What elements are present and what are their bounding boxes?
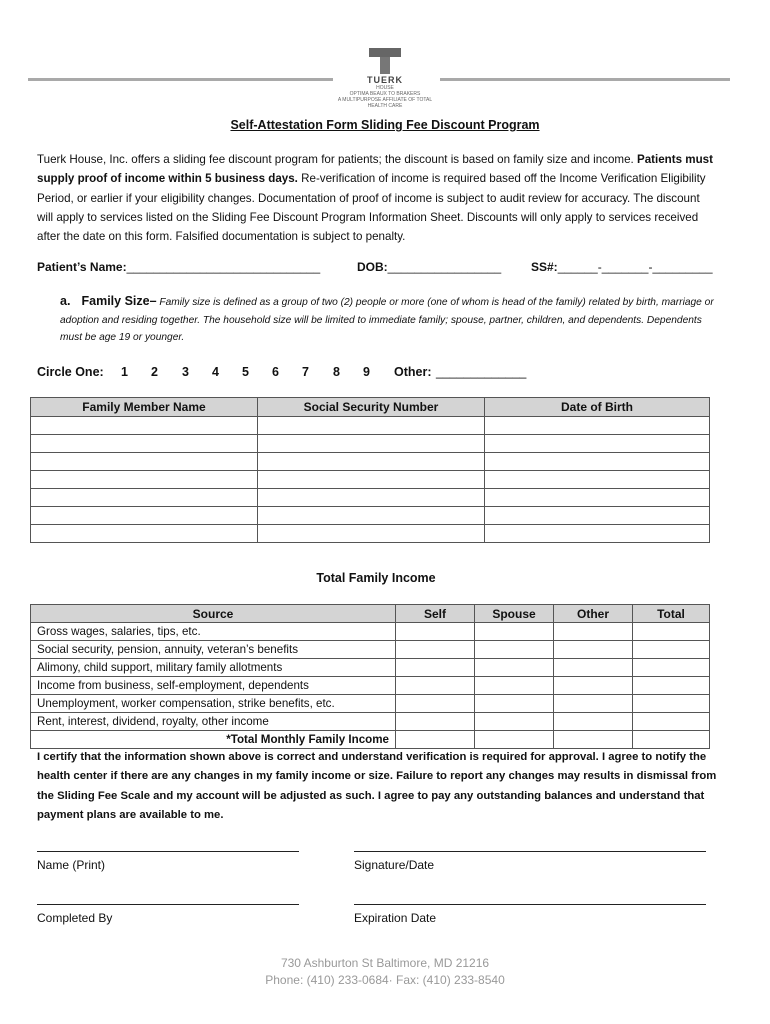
ssn-blank[interactable]: ______-_______-_________ [557,260,713,274]
income-source: Rent, interest, dividend, royalty, other income [31,713,396,731]
cell-input[interactable] [31,507,258,525]
footer-phone: Phone: (410) 233-0684· Fax: (410) 233-8540 [265,973,505,987]
table-row [31,525,710,543]
cell-input[interactable] [258,453,485,471]
cell-input[interactable] [485,453,710,471]
total-row [31,731,710,749]
table-row [31,641,710,659]
cell-input[interactable] [633,695,710,713]
size-option-7[interactable]: 7 [302,365,309,379]
table-row [31,471,710,489]
income-source: Social security, pension, annuity, veteran’s benefits [31,641,396,659]
circle-one-label: Circle One: [37,365,104,379]
col-ssn: Social Security Number [258,398,485,417]
signature-date-line[interactable] [354,851,706,852]
cell-input[interactable] [31,435,258,453]
logo-affiliate: A MULTIPURPOSE AFFILIATE OF TOTAL HEALTH CARE [337,97,433,109]
header-rule-right [440,78,730,81]
intro-bold: Patients must supply proof of income within 5 business days. [37,153,713,186]
cell-input[interactable] [633,677,710,695]
cell-input[interactable] [475,677,554,695]
signature-date-label: Signature/Date [354,858,435,872]
col-spouse: Spouse [475,605,554,623]
col-dob: Date of Birth [485,398,710,417]
col-source: Source [31,605,396,623]
table-row [31,623,710,641]
col-total: Total [633,605,710,623]
table-row [31,507,710,525]
table-row [31,695,710,713]
cell-input[interactable] [396,731,475,749]
cell-input[interactable] [396,713,475,731]
cell-input[interactable] [31,453,258,471]
cell-input[interactable] [554,677,633,695]
table-row [31,677,710,695]
cell-input[interactable] [554,659,633,677]
completed-by-line[interactable] [37,904,299,905]
col-family-member-name: Family Member Name [31,398,258,417]
income-source: Gross wages, salaries, tips, etc. [31,623,396,641]
cell-input[interactable] [396,641,475,659]
cell-input[interactable] [258,525,485,543]
cell-input[interactable] [485,507,710,525]
col-other: Other [554,605,633,623]
cell-input[interactable] [31,471,258,489]
table-row [31,417,710,435]
cell-input[interactable] [485,489,710,507]
certification-statement: I certify that the information shown above is correct and understand verification is required for approval. I agree to notify the health center if there are any changes in my family income or size. Failure to report any changes may results in dismissal from the Sliding Fee Scale and my account will be adjusted as such. I agree to pay any outstanding balances and understand that payment plans are available to me. [37,751,717,822]
dob-label: DOB: [357,260,388,274]
logo-tagline: OPTIMA BEAUX TO BRAKERS [349,91,421,97]
cell-input[interactable] [475,713,554,731]
cell-input[interactable] [31,489,258,507]
cell-input[interactable] [485,417,710,435]
size-option-8[interactable]: 8 [333,365,340,379]
cell-input[interactable] [554,695,633,713]
cell-input[interactable] [475,731,554,749]
cell-input[interactable] [554,731,633,749]
table-header-row [31,398,710,417]
name-print-label: Name (Print) [37,858,106,872]
ssn-field[interactable] [531,260,713,274]
cell-input[interactable] [633,659,710,677]
size-option-3[interactable]: 3 [182,365,189,379]
income-source: Income from business, self-employment, dependents [31,677,396,695]
intro-text-1: Tuerk House, Inc. offers a sliding fee discount program for patients; the discount is based on family size and income. [37,153,637,166]
patient-name-field[interactable] [37,260,320,274]
logo-sub: HOUSE [376,85,394,91]
table-row [31,713,710,731]
patient-name-label: Patient’s Name: [37,260,127,274]
expiration-date-line[interactable] [354,904,706,905]
income-table [30,604,710,749]
ssn-label: SS#: [531,260,558,274]
cell-input[interactable] [554,641,633,659]
family-size-definition [60,293,720,347]
intro-paragraph [37,150,717,246]
cell-input[interactable] [258,417,485,435]
cell-input[interactable] [396,623,475,641]
logo-t-icon [369,48,401,74]
size-option-9[interactable]: 9 [363,365,370,379]
cell-input[interactable] [475,641,554,659]
dob-blank[interactable]: _________________ [387,260,502,274]
size-option-1[interactable]: 1 [121,365,128,379]
tuerk-house-logo [335,48,435,109]
table-row [31,453,710,471]
cell-input[interactable] [475,695,554,713]
family-members-table [30,397,710,543]
col-self: Self [396,605,475,623]
other-blank[interactable]: _____________ [436,365,527,379]
cell-input[interactable] [633,731,710,749]
cell-input[interactable] [485,471,710,489]
table-row [31,435,710,453]
other-label: Other: [394,365,432,379]
cell-input[interactable] [258,471,485,489]
footer-address: 730 Ashburton St Baltimore, MD 21216 [280,956,490,970]
size-option-5[interactable]: 5 [242,365,249,379]
size-option-4[interactable]: 4 [212,365,219,379]
total-monthly-label: *Total Monthly Family Income [31,731,396,749]
cell-input[interactable] [396,695,475,713]
cell-input[interactable] [396,677,475,695]
income-source: Alimony, child support, military family allotments [31,659,396,677]
cell-input[interactable] [485,525,710,543]
family-size-desc: Family size is defined as a group of two (2) people or more (one of whom is head of the family) related by birth, marriage or adoption and residing together. The household size will be limited to immediate family; spouse, partner, children, and dependents. Dependents must be age 19 or younger. [60,297,714,343]
cell-input[interactable] [475,623,554,641]
cell-input[interactable] [31,417,258,435]
family-size-label: Family Size– [81,294,157,308]
cell-input[interactable] [396,659,475,677]
cell-input[interactable] [633,641,710,659]
expiration-date-label: Expiration Date [354,911,437,925]
table-row [31,489,710,507]
cell-input[interactable] [554,713,633,731]
dob-field[interactable] [357,260,501,274]
cell-input[interactable] [485,435,710,453]
cell-input[interactable] [633,623,710,641]
intro-text-2: Re-verification of income is required based off the Income Verification Eligibility Period, or earlier if your eligibility changes. Documentation of proof of income is subject to audit review for accuracy. The discount will apply to services listed on the Sliding Fee Discount Program Information Sheet. Discounts will only apply to services received after the date on this form. Falsified documentation is subject to penalty. [37,172,706,244]
patient-name-blank[interactable]: _____________________________ [126,260,321,274]
cell-input[interactable] [31,525,258,543]
cell-input[interactable] [258,489,485,507]
logo-name: TUERK [367,75,403,85]
size-option-6[interactable]: 6 [272,365,279,379]
completed-by-label: Completed By [37,911,113,925]
cell-input[interactable] [554,623,633,641]
name-print-line[interactable] [37,851,299,852]
income-section-title: Total Family Income [316,571,436,585]
size-option-2[interactable]: 2 [151,365,158,379]
cell-input[interactable] [633,713,710,731]
cell-input[interactable] [475,659,554,677]
form-title: Self-Attestation Form Sliding Fee Discount Program [230,118,540,132]
item-marker: a. [60,294,71,308]
cell-input[interactable] [258,507,485,525]
table-row [31,659,710,677]
header-rule-left [28,78,333,81]
cell-input[interactable] [258,435,485,453]
income-source: Unemployment, worker compensation, strike benefits, etc. [31,695,396,713]
table-header-row [31,605,710,623]
